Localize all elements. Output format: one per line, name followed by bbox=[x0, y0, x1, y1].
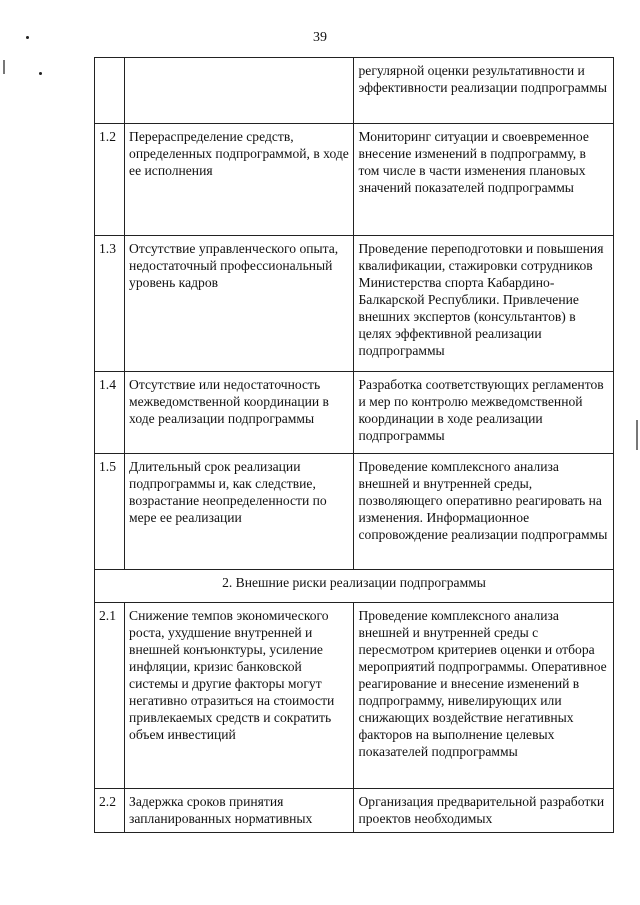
table-row bbox=[95, 124, 614, 236]
scan-speck bbox=[26, 36, 29, 39]
row-number: 1.5 bbox=[95, 454, 125, 570]
risk-cell: Снижение темпов экономического роста, ухудшение внутренней и внешней конъюнктуры, усиление инфляции, кризис банковской системы и другие факторы могут негативно отразиться на стоимости привлекаемых средств и сократить объем инвестиций bbox=[125, 603, 354, 789]
risk-cell bbox=[125, 58, 354, 124]
table-row bbox=[95, 454, 614, 570]
table-row bbox=[95, 789, 614, 833]
risk-cell: Отсутствие или недостаточность межведомственной координации в ходе реализации подпрограммы bbox=[125, 372, 354, 454]
measure-cell: Мониторинг ситуации и своевременное внесение изменений в подпрограмму, в том числе в части изменения плановых значений показателей подпрограммы bbox=[354, 124, 614, 236]
table-row bbox=[95, 603, 614, 789]
risk-cell: Перераспределение средств, определенных подпрограммой, в ходе ее исполнения bbox=[125, 124, 354, 236]
scan-edge-line bbox=[636, 420, 638, 450]
measure-cell: Разработка соответствующих регламентов и мер по контролю межведомственной координации в ходе реализации подпрограммы bbox=[354, 372, 614, 454]
measure-cell: Организация предварительной разработки проектов необходимых bbox=[354, 789, 614, 833]
table-row bbox=[95, 372, 614, 454]
risk-cell: Задержка сроков принятия запланированных нормативных bbox=[125, 789, 354, 833]
section-row bbox=[95, 570, 614, 603]
risk-cell: Длительный срок реализации подпрограммы и, как следствие, возрастание неопределенности по мере ее реализации bbox=[125, 454, 354, 570]
measure-cell: Проведение переподготовки и повышения квалификации, стажировки сотрудников Министерства спорта Кабардино-Балкарской Республики. Привлечение внешних экспертов (консультантов) в целях эффективной реализации подпрограммы bbox=[354, 236, 614, 372]
row-number: 2.2 bbox=[95, 789, 125, 833]
row-number bbox=[95, 58, 125, 124]
measure-cell: регулярной оценки результативности и эффективности реализации подпрограммы bbox=[354, 58, 614, 124]
table-row bbox=[95, 236, 614, 372]
table-row bbox=[95, 58, 614, 124]
row-number: 1.4 bbox=[95, 372, 125, 454]
measure-cell: Проведение комплексного анализа внешней и внутренней среды с пересмотром критериев оценки и отбора мероприятий подпрограммы. Оперативное реагирование и внесение изменений в подпрограмму, нивелирующих или снижающих воздействие негативных факторов на выполнение целевых показателей подпрограммы bbox=[354, 603, 614, 789]
risk-cell: Отсутствие управленческого опыта, недостаточный профессиональный уровень кадров bbox=[125, 236, 354, 372]
scan-speck bbox=[39, 72, 42, 75]
section-title: 2. Внешние риски реализации подпрограммы bbox=[95, 570, 614, 603]
row-number: 2.1 bbox=[95, 603, 125, 789]
risk-table bbox=[94, 57, 614, 833]
measure-cell: Проведение комплексного анализа внешней и внутренней среды, позволяющего оперативно реагировать на изменения. Информационное сопровождение реализации подпрограммы bbox=[354, 454, 614, 570]
row-number: 1.2 bbox=[95, 124, 125, 236]
page-number: 39 bbox=[313, 30, 327, 45]
row-number: 1.3 bbox=[95, 236, 125, 372]
scan-edge-line bbox=[3, 60, 5, 74]
